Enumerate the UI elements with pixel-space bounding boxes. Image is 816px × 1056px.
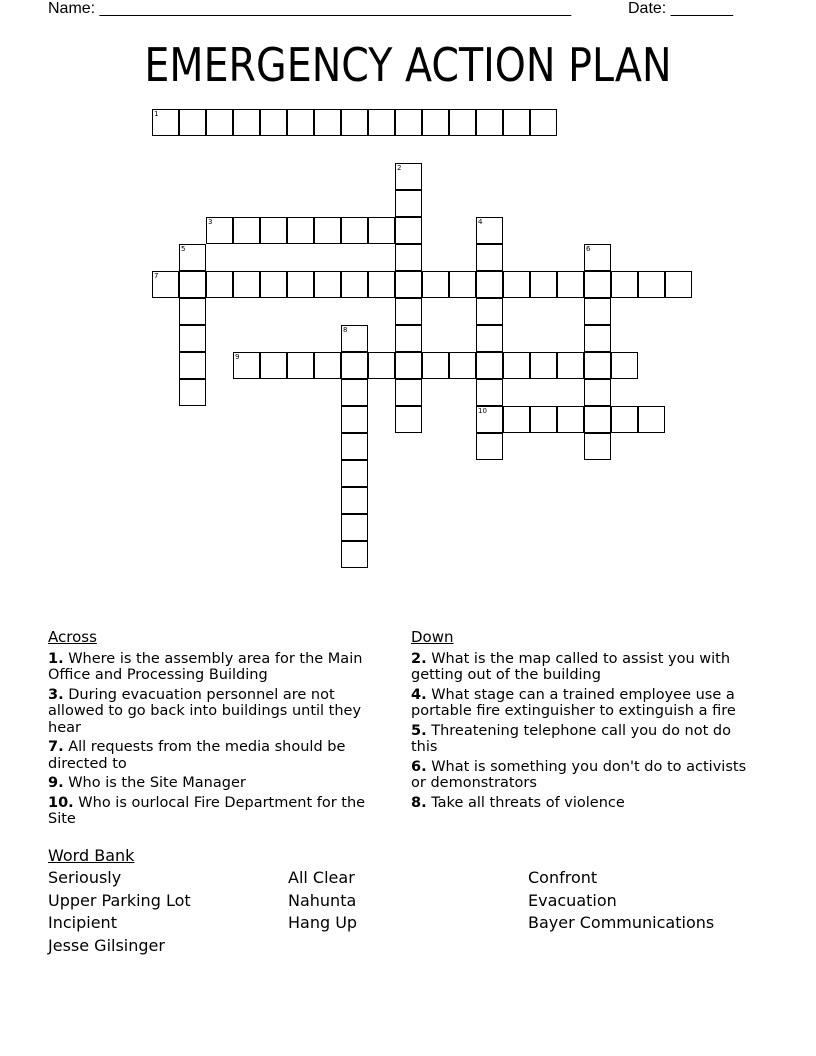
clue-text: What is something you don't do to activists or demonstrators: [411, 758, 747, 791]
crossword-cell[interactable]: [395, 190, 422, 217]
cell-number: 2: [397, 164, 402, 172]
crossword-cell[interactable]: [530, 271, 557, 298]
clue-text: Who is ourlocal Fire Department for the Site: [48, 794, 366, 827]
crossword-cell[interactable]: [476, 433, 503, 460]
crossword-cell[interactable]: [476, 406, 503, 433]
cell-number: 6: [586, 245, 591, 253]
crossword-cell[interactable]: [611, 352, 638, 379]
crossword-cell[interactable]: [179, 379, 206, 406]
crossword-cell[interactable]: [611, 406, 638, 433]
crossword-cell[interactable]: [179, 271, 206, 298]
clue-number: 2.: [411, 650, 427, 667]
crossword-cell[interactable]: [530, 109, 557, 136]
clue-number: 7.: [48, 739, 64, 755]
crossword-cell[interactable]: [611, 271, 638, 298]
crossword-cell[interactable]: [395, 109, 422, 136]
crossword-cell[interactable]: [368, 109, 395, 136]
across-clues: [48, 629, 388, 831]
crossword-cell[interactable]: [179, 352, 206, 379]
crossword-cell[interactable]: [341, 433, 368, 460]
crossword-cell[interactable]: [341, 352, 368, 379]
crossword-cell[interactable]: [665, 271, 692, 298]
crossword-cell[interactable]: [287, 352, 314, 379]
word-bank-word: Hang Up: [288, 913, 358, 933]
down-heading: Down: [411, 628, 454, 646]
name-field-label: Name: _____________________________________________________: [48, 0, 572, 17]
crossword-cell[interactable]: [287, 271, 314, 298]
crossword-cell[interactable]: [287, 217, 314, 244]
cell-number: 10: [478, 407, 487, 415]
crossword-cell[interactable]: [341, 325, 368, 352]
crossword-cell[interactable]: [206, 217, 233, 244]
crossword-cell[interactable]: [260, 217, 287, 244]
crossword-cell[interactable]: [503, 352, 530, 379]
clue-text: Take all threats of violence: [431, 794, 625, 811]
crossword-cell[interactable]: [314, 271, 341, 298]
clue-number: 6.: [411, 758, 427, 775]
page-title: EMERGENCY ACTION PLAN: [144, 38, 672, 92]
crossword-cell[interactable]: [557, 352, 584, 379]
word-bank-column-3: [528, 867, 714, 935]
crossword-cell[interactable]: [584, 379, 611, 406]
word-bank-column-1: [48, 867, 191, 957]
crossword-cell[interactable]: [260, 352, 287, 379]
crossword-cell[interactable]: [395, 298, 422, 325]
clue-across-3: [48, 687, 388, 737]
clue-number: 9.: [48, 775, 64, 791]
crossword-cell[interactable]: [368, 271, 395, 298]
crossword-cell[interactable]: [395, 217, 422, 244]
clue-down-2: [411, 651, 761, 684]
clue-text: All requests from the media should be directed to: [48, 739, 346, 772]
clue-text: Threatening telephone call you do not do this: [411, 722, 731, 755]
crossword-cell[interactable]: [206, 271, 233, 298]
crossword-cell[interactable]: [395, 325, 422, 352]
word-bank-word: Evacuation: [528, 890, 617, 910]
word-bank-word: All Clear: [288, 868, 355, 887]
crossword-cell[interactable]: [584, 244, 611, 271]
crossword-cell[interactable]: [476, 325, 503, 352]
crossword-cell[interactable]: [584, 433, 611, 460]
clue-number: 5.: [411, 722, 427, 739]
crossword-cell[interactable]: [584, 325, 611, 352]
crossword-cell[interactable]: [341, 541, 368, 568]
crossword-cell[interactable]: [314, 217, 341, 244]
crossword-cell[interactable]: [341, 271, 368, 298]
crossword-cell[interactable]: [476, 217, 503, 244]
crossword-cell[interactable]: [341, 217, 368, 244]
crossword-cell[interactable]: [179, 109, 206, 136]
crossword-cell[interactable]: [233, 109, 260, 136]
crossword-cell[interactable]: [287, 109, 314, 136]
crossword-cell[interactable]: [449, 352, 476, 379]
crossword-cell[interactable]: [557, 271, 584, 298]
crossword-cell[interactable]: [179, 298, 206, 325]
cell-number: 8: [343, 326, 348, 334]
word-bank-word: Bayer Communications: [528, 913, 715, 933]
crossword-cell[interactable]: [152, 109, 179, 136]
crossword-cell[interactable]: [503, 109, 530, 136]
clue-down-4: [411, 687, 761, 720]
cell-number: 3: [208, 218, 213, 226]
crossword-cell[interactable]: [341, 487, 368, 514]
crossword-cell[interactable]: [395, 406, 422, 433]
crossword-cell[interactable]: [476, 298, 503, 325]
crossword-cell[interactable]: [584, 406, 611, 433]
crossword-cell[interactable]: [152, 271, 179, 298]
word-bank-word: Jesse Gilsinger: [48, 935, 165, 955]
across-heading: Across: [48, 628, 97, 646]
crossword-cell[interactable]: [476, 379, 503, 406]
crossword-cell[interactable]: [557, 406, 584, 433]
crossword-cell[interactable]: [422, 352, 449, 379]
clue-number: 8.: [411, 794, 427, 811]
clue-text: During evacuation personnel are not allowed to go back into buildings until they hear: [48, 686, 362, 736]
crossword-cell[interactable]: [395, 352, 422, 379]
crossword-cell[interactable]: [206, 109, 233, 136]
crossword-cell[interactable]: [476, 109, 503, 136]
crossword-cell[interactable]: [638, 406, 665, 433]
crossword-cell[interactable]: [233, 271, 260, 298]
clue-down-5: [411, 723, 761, 756]
crossword-cell[interactable]: [314, 352, 341, 379]
crossword-cell[interactable]: [260, 109, 287, 136]
word-bank-word: Confront: [528, 868, 598, 887]
crossword-cell[interactable]: [395, 271, 422, 298]
crossword-cell[interactable]: [476, 271, 503, 298]
crossword-cell[interactable]: [476, 352, 503, 379]
crossword-cell[interactable]: [449, 271, 476, 298]
clue-across-9: [48, 775, 388, 792]
clue-number: 4.: [411, 686, 427, 703]
crossword-cell[interactable]: [422, 271, 449, 298]
clue-text: What stage can a trained employee use a portable fire extinguisher to extinguish a fire: [411, 686, 736, 719]
clue-across-7: [48, 739, 388, 772]
crossword-cell[interactable]: [395, 163, 422, 190]
crossword-cell[interactable]: [476, 244, 503, 271]
crossword-cell[interactable]: [422, 109, 449, 136]
word-bank-word: Incipient: [48, 913, 117, 933]
clue-across-1: [48, 651, 388, 684]
clue-across-10: [48, 795, 388, 828]
crossword-cell[interactable]: [395, 244, 422, 271]
crossword-cell[interactable]: [341, 460, 368, 487]
crossword-cell[interactable]: [530, 406, 557, 433]
crossword-cell[interactable]: [179, 244, 206, 271]
clue-text: Where is the assembly area for the Main Office and Processing Building: [48, 650, 363, 683]
cell-number: 7: [154, 272, 159, 280]
clue-number: 1.: [48, 650, 64, 667]
crossword-cell[interactable]: [584, 298, 611, 325]
cell-number: 5: [181, 245, 186, 253]
crossword-cell[interactable]: [503, 271, 530, 298]
clue-text: What is the map called to assist you with getting out of the building: [411, 650, 731, 683]
crossword-cell[interactable]: [584, 271, 611, 298]
clue-down-6: [411, 759, 761, 792]
crossword-cell[interactable]: [233, 352, 260, 379]
word-bank-word: Upper Parking Lot: [48, 890, 191, 910]
crossword-cell[interactable]: [503, 406, 530, 433]
crossword-cell[interactable]: [341, 379, 368, 406]
word-bank-word: Seriously: [48, 868, 122, 887]
crossword-cell[interactable]: [179, 325, 206, 352]
clue-number: 3.: [48, 686, 64, 703]
word-bank-title: Word Bank: [48, 846, 135, 865]
crossword-cell[interactable]: [314, 109, 341, 136]
date-field-label: Date: _______: [628, 0, 733, 17]
crossword-cell[interactable]: [341, 514, 368, 541]
crossword-cell[interactable]: [449, 109, 476, 136]
cell-number: 9: [235, 353, 240, 361]
crossword-cell[interactable]: [638, 271, 665, 298]
crossword-cell[interactable]: [584, 352, 611, 379]
crossword-cell[interactable]: [368, 217, 395, 244]
clue-number: 10.: [48, 794, 74, 811]
crossword-cell[interactable]: [395, 379, 422, 406]
clue-down-8: [411, 795, 761, 812]
cell-number: 1: [154, 110, 159, 118]
crossword-cell[interactable]: [368, 352, 395, 379]
crossword-cell[interactable]: [341, 109, 368, 136]
crossword-cell[interactable]: [530, 352, 557, 379]
word-bank-word: Nahunta: [288, 890, 357, 910]
crossword-cell[interactable]: [233, 217, 260, 244]
crossword-cell[interactable]: [341, 406, 368, 433]
crossword-cell[interactable]: [260, 271, 287, 298]
clue-text: Who is the Site Manager: [68, 775, 246, 791]
word-bank-column-2: [288, 867, 357, 935]
down-clues: [411, 629, 761, 814]
cell-number: 4: [478, 218, 483, 226]
